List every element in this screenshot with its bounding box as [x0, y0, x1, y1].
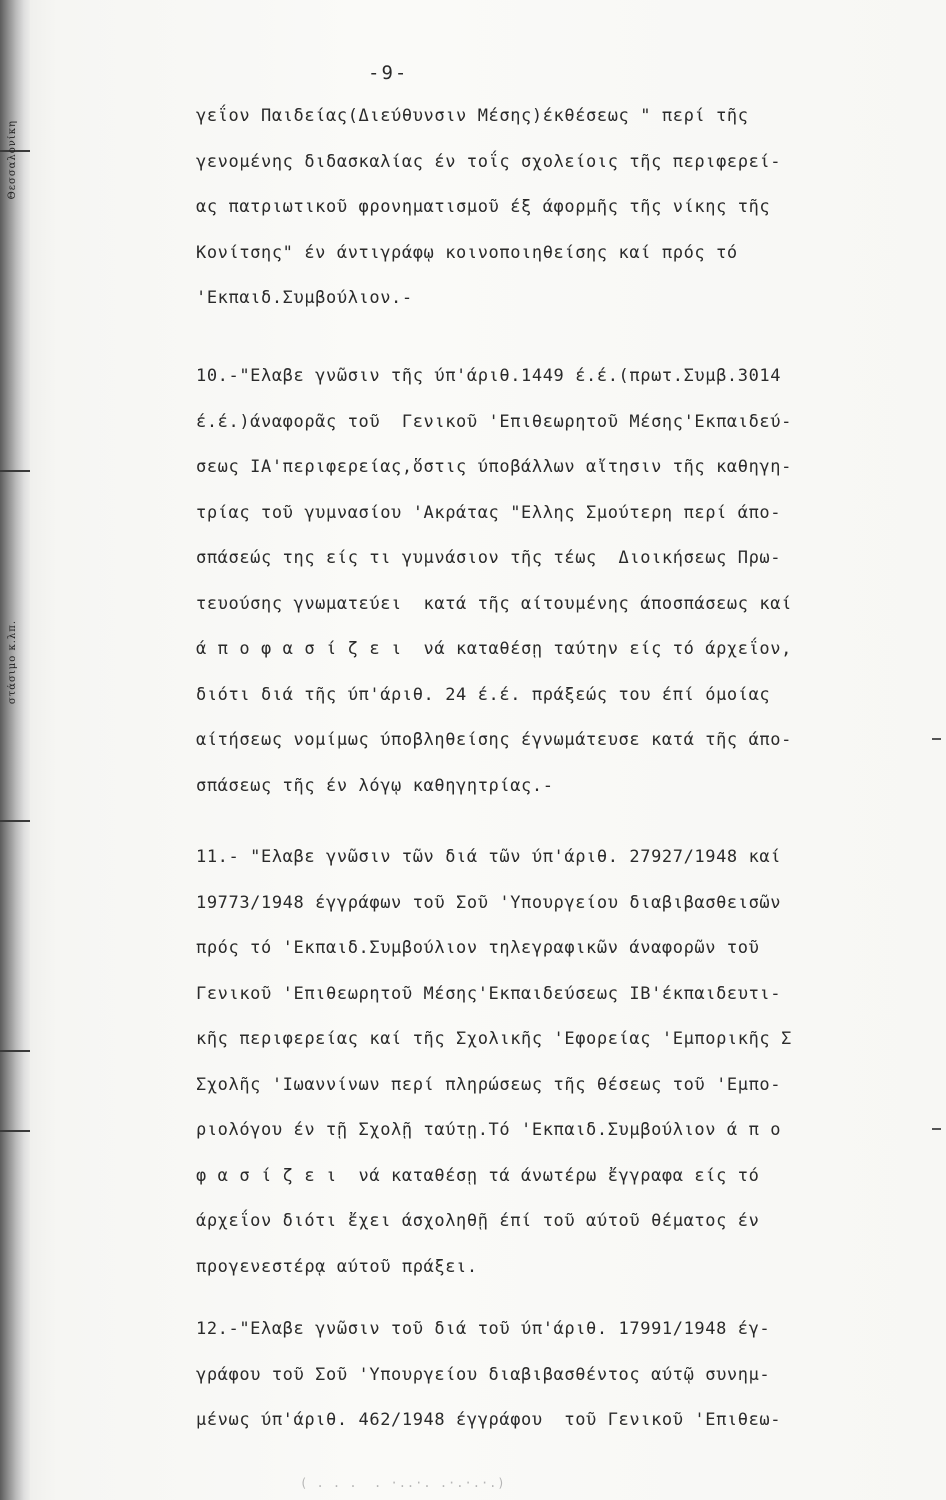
text-line: γεΐον Παιδείας(Διεύθυνσιν Μέσης)έκθέσεως " περί τῆς [196, 106, 749, 126]
text-line: φ α σ ί ζ ε ι νά καταθέσῃ τά άνωτέρω ἔγγραφα είς τό [196, 1165, 760, 1186]
text-line: γράφου τοῦ Σοῦ 'Υπουργείου διαβιβασθέντος αύτῷ συνημ- [196, 1364, 771, 1385]
text-line: Γενικοῦ 'Επιθεωρητοῦ Μέσης'Εκπαιδεύσεως ΙΒ'έκπαιδευτι- [196, 983, 782, 1004]
paragraph-item-10 [196, 354, 916, 809]
page-number: -9- [368, 62, 409, 84]
text-line: πρός τό 'Εκπαιδ.Συμβούλιον τηλεγραφικῶν άναφορῶν τοῦ [196, 938, 760, 958]
text-line: γενομένης διδασκαλίας έν τοΐς σχολείοις τῆς περιφερεί- [196, 151, 782, 172]
text-line: σπάσεως τῆς έν λόγῳ καθηγητρίας.- [196, 775, 554, 796]
text-line: Κονίτσης" έν άντιγράφῳ κοινοποιηθείσης καί πρός τό [196, 242, 738, 263]
text-line: αίτήσεως νομίμως ύποβληθείσης έγνωμάτευσε κατά τῆς άπο- [196, 730, 792, 750]
paragraph-item-11 [196, 835, 916, 1290]
text-line: Σχολῆς 'Ιωαννίνων περί πληρώσεως τῆς θέσεως τοῦ 'Εμπο- [196, 1074, 782, 1095]
text-line: άρχεΐον διότι ἔχει άσχοληθῇ έπί τοῦ αύτοῦ θέματος έν [196, 1211, 760, 1231]
paragraph-intro [196, 94, 916, 322]
text-line: προγενεστέρᾳ αύτοῦ πράξει. [196, 1256, 478, 1277]
text-line: 19773/1948 έγγράφων τοῦ Σοῦ 'Υπουργείου διαβιβασθεισῶν [196, 892, 782, 913]
margin-mark [932, 738, 941, 740]
text-line: τρίας τοῦ γυμνασίου 'Ακράτας "Ελλης Σμούτερη περί άπο- [196, 502, 782, 523]
text-line: 11.- "Ελαβε γνῶσιν τῶν διά τῶν ύπ'άριθ. 27927/1948 καί [196, 847, 782, 867]
text-line: ας πατριωτικοῦ φρονηματισμοῦ έξ άφορμῆς τῆς νίκης τῆς [196, 197, 771, 217]
text-line: σπάσεώς της είς τι γυμνάσιον τῆς τέως Διοικήσεως Πρω- [196, 548, 782, 568]
text-line: διότι διά τῆς ύπ'άριθ. 24 έ.έ. πράξεώς του έπί όμοίας [196, 684, 771, 705]
binding-label: στάσιμο κ.λπ. [7, 620, 18, 705]
binding-rule [0, 1130, 30, 1132]
text-line: μένως ύπ'άριθ. 462/1948 έγγράφου τοῦ Γενικοῦ 'Επιθεω- [196, 1410, 782, 1430]
text-line: κῆς περιφερείας καί τῆς Σχολικῆς 'Εφορείας 'Εμπορικῆς Σ [196, 1029, 792, 1049]
text-line: σεως ΙΑ'περιφερείας,ὅστις ύποβάλλων αἴτησιν τῆς καθηγη- [196, 457, 792, 477]
text-line: έ.έ.)άναφορᾶς τοῦ Γενικοῦ 'Επιθεωρητοῦ Μέσης'Εκπαιδεύ- [196, 411, 792, 432]
text-line: ά π ο φ α σ ί ζ ε ι νά καταθέσῃ ταύτην είς τό άρχεΐον, [196, 639, 792, 659]
binding-rule [0, 820, 30, 822]
binding-rule [0, 1050, 30, 1052]
text-line: 'Εκπαιδ.Συμβούλιον.- [196, 288, 413, 308]
text-line: 10.-"Ελαβε γνῶσιν τῆς ύπ'άριθ.1449 έ.έ.(πρωτ.Συμβ.3014 [196, 366, 782, 386]
paragraph-item-12 [196, 1307, 916, 1444]
text-line: 12.-"Ελαβε γνῶσιν τοῦ διά τοῦ ύπ'άριθ. 17991/1948 έγ- [196, 1319, 771, 1339]
text-line: τευούσης γνωματεύει κατά τῆς αίτουμένης άποσπάσεως καί [196, 593, 792, 614]
binding-strip [0, 0, 30, 1500]
margin-mark [932, 1128, 941, 1130]
binding-rule [0, 470, 30, 472]
text-line: ριολόγου έν τῇ Σχολῇ ταύτῃ.Τό 'Εκπαιδ.Συμβούλιον ά π ο [196, 1120, 782, 1140]
binding-label: Θεσσαλονίκη [7, 120, 18, 200]
faint-footer-text: ( . . . . ·..·. .·.·.·.) [300, 1476, 506, 1490]
